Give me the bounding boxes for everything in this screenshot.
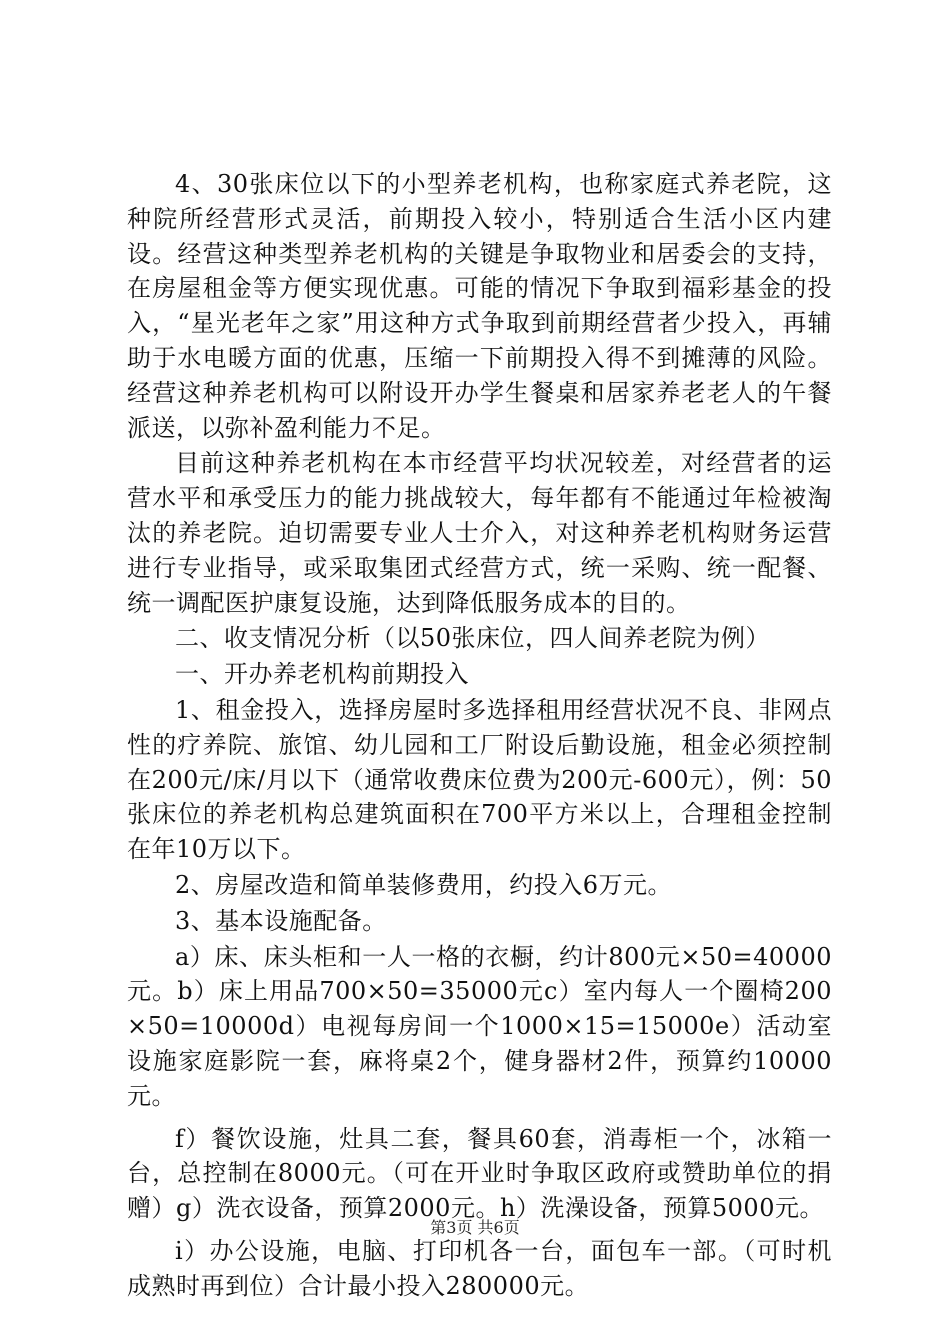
paragraph-operating-status: 目前这种养老机构在本市经营平均状况较差，对经营者的运营水平和承受压力的能力挑战较大，每年都有不能通过年检被淘汰的养老院。迫切需要专业人士介入，对这种养老机构财务运营进行专业指导，或采取集团式经营方式，统一采购、统一配餐、统一调配医护康复设施，达到降低服务成本的目的。 xyxy=(127,449,832,617)
document-body xyxy=(127,167,832,1304)
paragraph-rent-investment: 1、租金投入，选择房屋时多选择租用经营状况不良、非网点性的疗养院、旅馆、幼儿园和工厂附设后勤设施，租金必须控制在200元/床/月以下（通常收费床位费为200元-600元），例：50张床位的养老机构总建筑面积在700平方米以上，合理租金控制在年10万以下。 xyxy=(127,695,832,864)
paragraph-basic-facilities: 3、基本设施配备。 xyxy=(175,906,387,935)
paragraph-catering-facilities: f）餐饮设施，灶具二套，餐具60套，消毒柜一个，冰箱一台，总控制在8000元。（可在开业时争取区政府或赞助单位的捐赠）g）洗衣设备，预算2000元。h）洗澡设备，预算5000元。 xyxy=(127,1124,832,1223)
section-heading-income-expense: 二、收支情况分析（以50张床位，四人间养老院为例） xyxy=(175,624,771,653)
page-footer: 第3页 共6页 xyxy=(430,1218,520,1237)
subsection-heading-initial-investment: 一、开办养老机构前期投入 xyxy=(175,660,469,689)
paragraph-office-facilities: i）办公设施，电脑、打印机各一台，面包车一部。（可时机成熟时再到位）合计最小投入280000元。 xyxy=(127,1236,832,1300)
paragraph-furniture-items: a）床、床头柜和一人一格的衣橱，约计800元×50=40000元。b）床上用品700×50=35000元c）室内每人一个圈椅200×50=10000d）电视每房间一个1000×15=15000e）活动室设施家庭影院一套，麻将桌2个，健身器材2件，预算约10000元。 xyxy=(127,942,832,1110)
paragraph-small-nursing-homes: 4、30张床位以下的小型养老机构，也称家庭式养老院，这种院所经营形式灵活，前期投入较小，特别适合生活小区内建设。经营这种类型养老机构的关键是争取物业和居委会的支持，在房屋租金等方便实现优惠。可能的情况下争取到福彩基金的投入，“星光老年之家”用这种方式争取到前期经营者少投入，再辅助于水电暖方面的优惠，压缩一下前期投入得不到摊薄的风险。经营这种养老机构可以附设开办学生餐桌和居家养老老人的午餐派送，以弥补盈利能力不足。 xyxy=(127,170,832,442)
paragraph-renovation-cost: 2、房屋改造和简单装修费用，约投入6万元。 xyxy=(175,870,673,899)
